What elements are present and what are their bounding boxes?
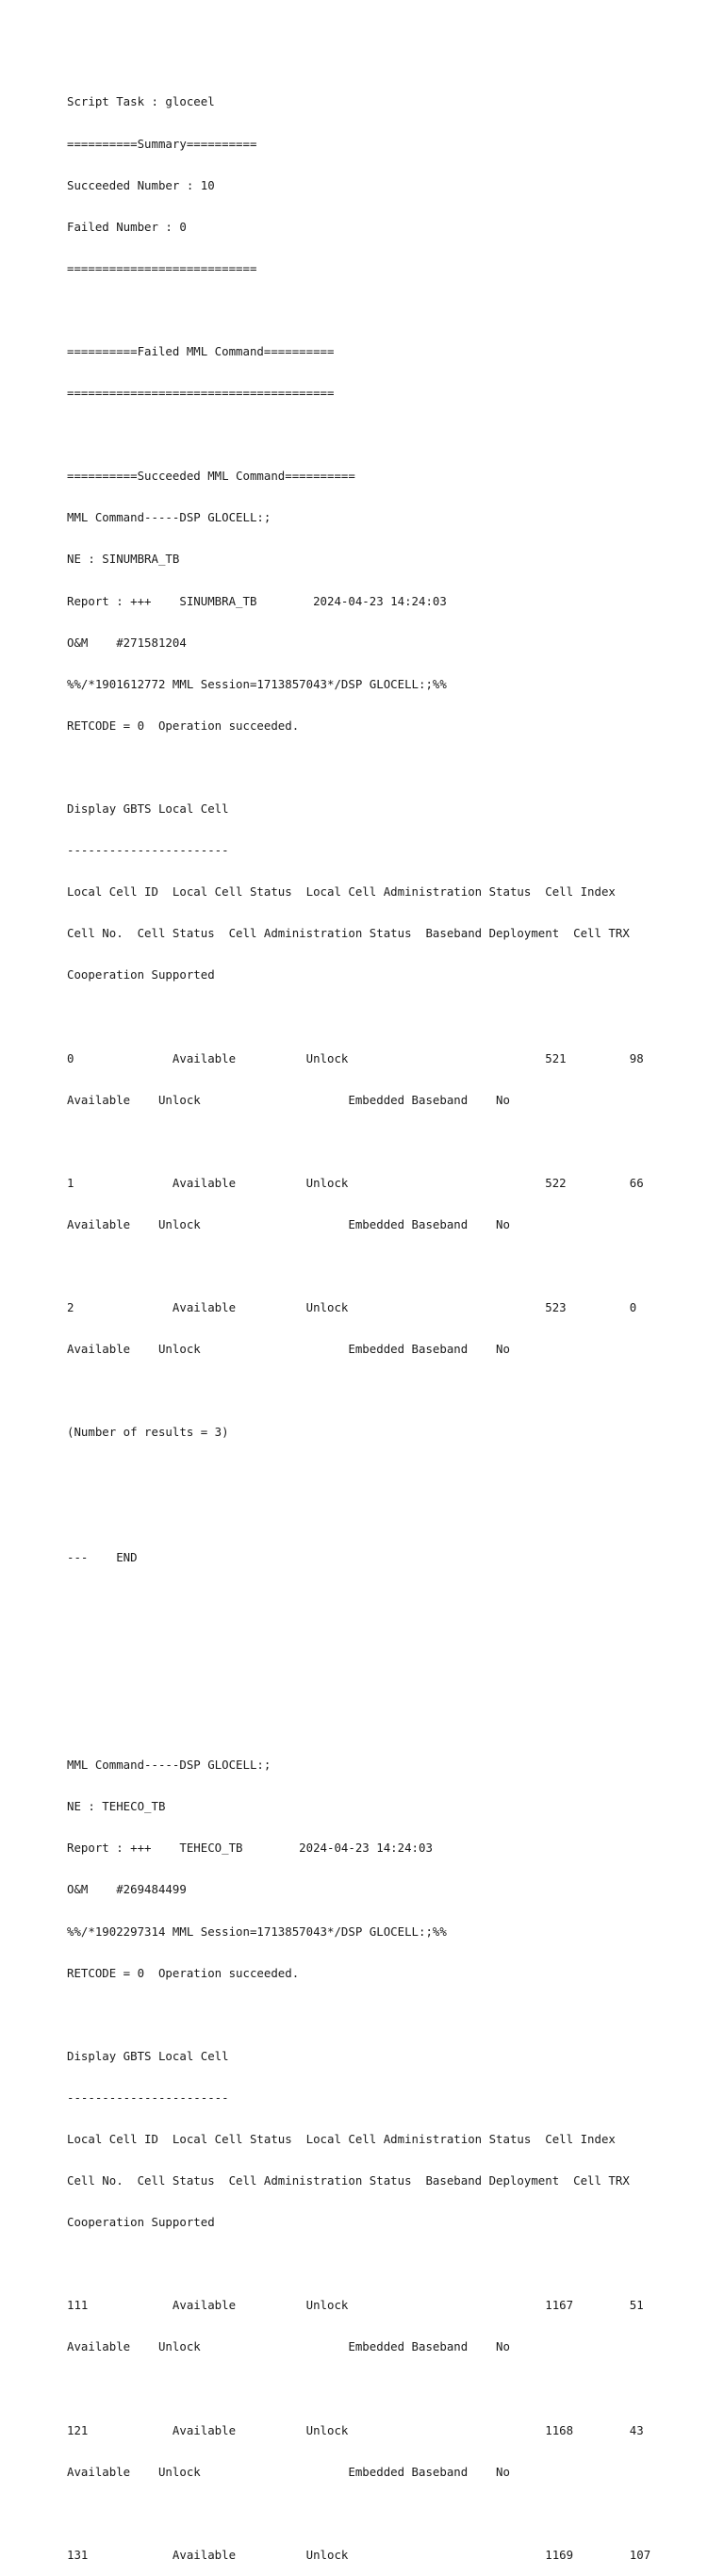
table-row: Available Unlock Embedded Baseband No	[67, 1342, 510, 1357]
table-title: Display GBTS Local Cell	[67, 2048, 229, 2063]
succeeded-section-header: ==========Succeeded MML Command==========	[67, 469, 355, 484]
table-row: 2 Available Unlock 523 0	[67, 1300, 637, 1315]
result-count-line: (Number of results = 3)	[67, 1425, 229, 1440]
blank-line	[67, 2008, 650, 2023]
ne-line: NE : SINUMBRA_TB	[67, 552, 180, 567]
command-line: MML Command-----DSP GLOCELL:;	[67, 510, 272, 525]
failed-section-divider: ======================================	[67, 386, 335, 401]
blank-line	[67, 2507, 650, 2521]
table-row: Available Unlock Embedded Baseband No	[67, 2339, 510, 2354]
table-header-row: Local Cell ID Local Cell Status Local Cell Administration Status Cell Index	[67, 884, 616, 900]
retcode-line: RETCODE = 0 Operation succeeded.	[67, 1965, 300, 1980]
om-line: O&M #269484499	[67, 1882, 187, 1897]
blank-line	[67, 2257, 650, 2271]
script-task-line: Script Task : gloceel	[67, 94, 215, 109]
table-header-row: Cell No. Cell Status Cell Administration Status Baseband Deployment Cell TRX	[67, 926, 630, 941]
command-line: MML Command-----DSP GLOCELL:;	[67, 1758, 272, 1773]
ne-line: NE : TEHECO_TB	[67, 1799, 166, 1814]
blank-line	[67, 304, 650, 318]
failed-section-header: ==========Failed MML Command==========	[67, 343, 335, 358]
blank-line	[67, 428, 650, 442]
table-header-row: Local Cell ID Local Cell Status Local Cell Administration Status Cell Index	[67, 2132, 616, 2146]
blank-line	[67, 1676, 650, 1690]
blank-line	[67, 1717, 650, 1731]
table-header-row: Cooperation Supported	[67, 2215, 215, 2230]
om-line: O&M #271581204	[67, 635, 187, 650]
blank-line	[67, 1384, 650, 1398]
blank-line	[67, 1010, 650, 1024]
table-header-row: Cooperation Supported	[67, 967, 215, 983]
table-row: Available Unlock Embedded Baseband No	[67, 1216, 510, 1231]
blank-line	[67, 1135, 650, 1149]
table-header-row: Cell No. Cell Status Cell Administration Status Baseband Deployment Cell TRX	[67, 2173, 630, 2188]
table-row: Available Unlock Embedded Baseband No	[67, 1092, 510, 1107]
blank-line	[67, 1468, 650, 1482]
table-title-underline: -----------------------	[67, 843, 229, 858]
blank-line	[67, 1260, 650, 1274]
failed-number-line: Failed Number : 0	[67, 219, 187, 234]
table-row: 111 Available Unlock 1167 51	[67, 2298, 644, 2313]
retcode-line: RETCODE = 0 Operation succeeded.	[67, 718, 300, 733]
blank-line	[67, 761, 650, 775]
blank-line	[67, 1634, 650, 1648]
mml-report-document	[67, 68, 650, 2576]
blank-line	[67, 1510, 650, 1524]
session-line: %%/*1902297314 MML Session=1713857043*/DSP GLOCELL:;%%	[67, 1924, 447, 1939]
table-row: 121 Available Unlock 1168 43	[67, 2422, 644, 2437]
blank-line	[67, 2383, 650, 2397]
table-title: Display GBTS Local Cell	[67, 801, 229, 816]
table-row: 131 Available Unlock 1169 107	[67, 2547, 651, 2562]
table-row: 0 Available Unlock 521 98	[67, 1050, 644, 1065]
summary-header: ==========Summary==========	[67, 136, 257, 151]
report-line: Report : +++ SINUMBRA_TB 2024-04-23 14:24:03	[67, 593, 447, 608]
succeeded-number-line: Succeeded Number : 10	[67, 177, 215, 192]
summary-divider: ===========================	[67, 260, 257, 275]
table-row: Available Unlock Embedded Baseband No	[67, 2464, 510, 2479]
end-marker: --- END	[67, 1549, 138, 1564]
table-row: 1 Available Unlock 522 66	[67, 1175, 644, 1190]
report-line: Report : +++ TEHECO_TB 2024-04-23 14:24:03	[67, 1841, 433, 1856]
session-line: %%/*1901612772 MML Session=1713857043*/DSP GLOCELL:;%%	[67, 676, 447, 691]
table-title-underline: -----------------------	[67, 2089, 229, 2105]
blank-line	[67, 1593, 650, 1607]
